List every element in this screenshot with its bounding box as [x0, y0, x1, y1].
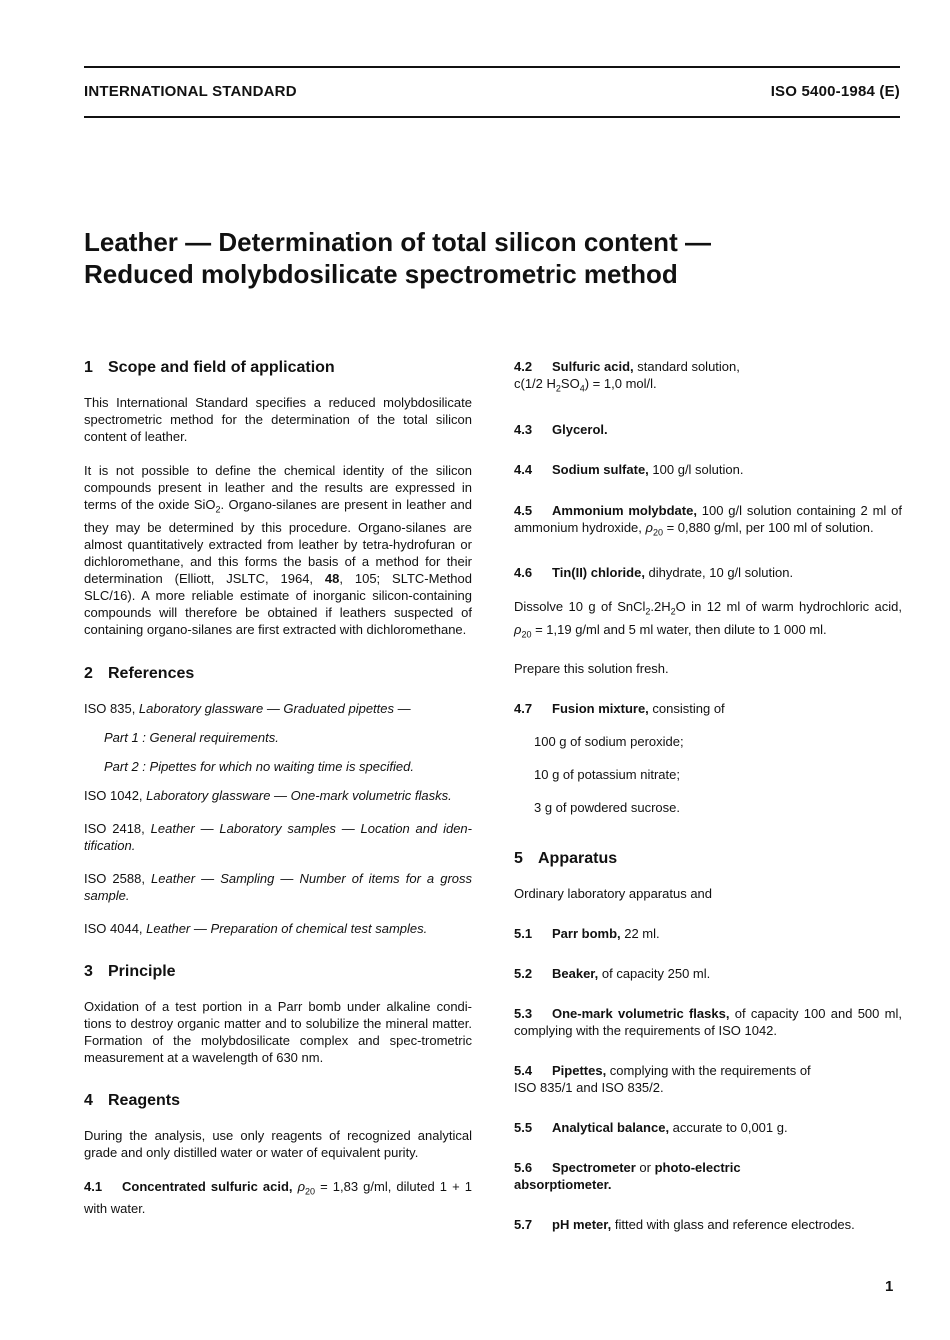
section-1-heading: 1 Scope and field of application [84, 359, 335, 376]
clause-5-4-line-2: ISO 835/1 and ISO 835/2. [514, 1080, 664, 1096]
reference-iso-2588: ISO 2588, Leather — Sampling — Number of items for a gross sample. [84, 870, 472, 903]
header-rule [84, 116, 900, 118]
left-column [84, 358, 472, 1217]
page-number: 1 [885, 1278, 894, 1295]
reference-iso-2418: ISO 2418, Leather — Laboratory samples — Location and iden-tification. [84, 820, 472, 853]
reference-iso-1042: ISO 1042, Laboratory glassware — One-mark volumetric flasks. [84, 787, 452, 803]
title-line-1: Leather — Determination of total silicon content — [84, 227, 711, 257]
clause-4-3: 4.3 Glycerol. [514, 421, 608, 437]
tin-chloride-preparation: Dissolve 10 g of $SnCl_2.2H_2O$ in 12 ml of warm hydrochloric acid, $\rho_{20} = 1,19$ g/ml and 5 ml water, then dilute to 1 000 ml. [514, 599, 902, 640]
mix-item: 10 g of potassium nitrate; [534, 767, 680, 783]
clause-4-2-formula: c(1/2 $H_2SO_4) = 1,0$ mol/l. [514, 376, 657, 394]
clause-4-2: 4.2 Sulfuric acid, standard solution, [514, 359, 740, 374]
principle-paragraph: Oxidation of a test portion in a Parr bomb under alkaline condi-tions to destroy organic matter and to solubilize the mineral matter. Formation of the molybdosilicate complex and spec-trometric measurement at a wavelength of 630 nm. [84, 998, 472, 1065]
section-4-heading: 4 Reagents [84, 1091, 181, 1109]
section-3-heading: 3 Principle [84, 962, 176, 980]
reference-iso-835-part-2: Part 2 : Pipettes for which no waiting time is specified. [104, 758, 414, 774]
reference-iso-835: ISO 835, Laboratory glassware — Graduated pipettes — [84, 700, 411, 716]
mix-item: 100 g of sodium peroxide; [534, 734, 684, 750]
clause-5-6: 5.6 Spectrometer or photo-electric [514, 1160, 741, 1176]
clause-4-1: 4.1 Concentrated sulfuric acid, $\rho_{20} = 1,83$ g/ml, diluted 1 + 1 with water. [84, 1178, 472, 1217]
header-standard-type: INTERNATIONAL STANDARD [84, 83, 297, 100]
apparatus-intro: Ordinary laboratory apparatus and [514, 886, 713, 902]
mix-item: 3 g of powdered sucrose. [534, 800, 680, 816]
clause-5-2: 5.2 Beaker, of capacity 250 ml. [514, 966, 711, 982]
clause-5-3: 5.3 One-mark volumetric flasks, of capacity 100 and 500 ml, complying with the requirements of ISO 1042. [514, 1006, 902, 1039]
prepare-fresh-note: Prepare this solution fresh. [514, 661, 669, 677]
reference-iso-4044: ISO 4044, Leather — Preparation of chemical test samples. [84, 920, 428, 936]
clause-5-1: 5.1 Parr bomb, 22 ml. [514, 926, 660, 942]
section-5-heading: 5 Apparatus [514, 850, 618, 868]
clause-4-5: 4.5 Ammonium molybdate, 100 g/l solution containing 2 ml of ammonium hydroxide, $\rho_{20} = 0,880$ g/ml, per 100 ml of solution. [514, 502, 902, 538]
right-column [514, 358, 902, 1233]
reagents-intro: During the analysis, use only reagents of recognized analytical grade and only distilled water or water of equivalent purity. [84, 1127, 472, 1160]
clause-5-5: 5.5 Analytical balance, accurate to 0,001 g. [514, 1120, 788, 1136]
document-title [84, 226, 900, 290]
reference-iso-835-part-1: Part 1 : General requirements. [104, 729, 279, 745]
clause-5-6-line-2: absorptiometer. [514, 1177, 612, 1193]
section-2-heading: 2 References [84, 664, 195, 682]
title-line-2: Reduced molybdosilicate spectrometric method [84, 259, 678, 289]
clause-4-6: 4.6 Tin(II) chloride, dihydrate, 10 g/l solution. [514, 565, 794, 581]
scope-paragraph: This International Standard specifies a reduced molybdosilicate spectrometric method for the determination of the total silicon content of leather. [84, 395, 472, 444]
clause-4-4: 4.4 Sodium sulfate, 100 g/l solution. [514, 461, 744, 477]
scope-paragraph-2: It is not possible to define the chemical identity of the silicon compounds present in leather and the results are expressed in terms of the oxide SiO$_2$. Organo-silanes are present in leather and they may be determined by this procedure. Organo-silanes are almost quantitatively extracted from leather by tetra-hydrofuran or dichloromethane, and this forms the basis of a method for their determination (Elliott, JSLTC, 1964, 48, 105; SLTC-Method SLC/16). A more reliable estimate of inorganic silicon-containing compounds will therefore be obtained if leathers suspected of containing organo-silanes are first extracted with dichloromethane. [84, 463, 472, 637]
clause-5-7: 5.7 pH meter, fitted with glass and reference electrodes. [514, 1217, 855, 1233]
clause-5-4: 5.4 Pipettes, complying with the requirements of [514, 1063, 811, 1079]
clause-4-7: 4.7 Fusion mixture, consisting of [514, 701, 725, 717]
header-standard-number: ISO 5400-1984 (E) [770, 83, 900, 100]
top-rule [84, 66, 900, 68]
